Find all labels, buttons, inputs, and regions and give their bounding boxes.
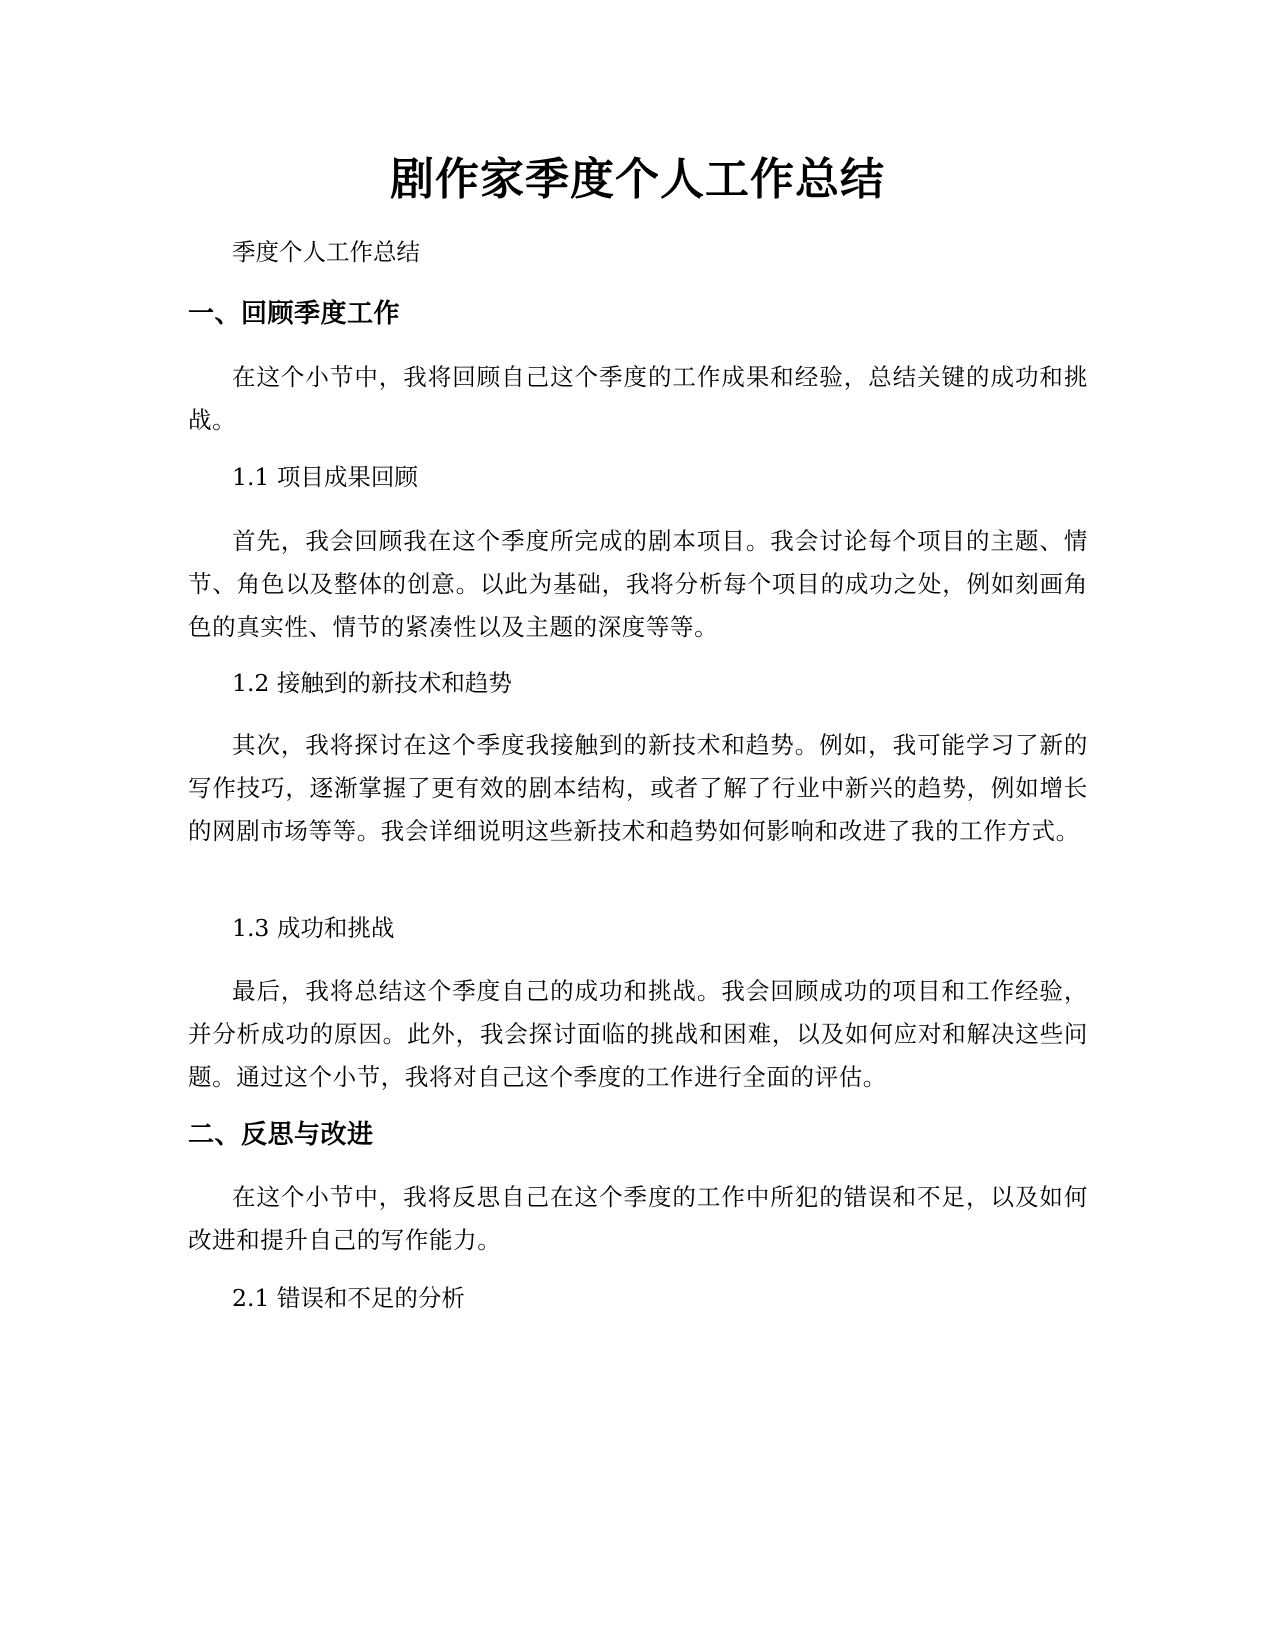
document-title: 剧作家季度个人工作总结 bbox=[390, 154, 885, 205]
subsection-2-1-label: 2.1 错误和不足的分析 bbox=[232, 1284, 465, 1312]
subsection-1-2-text: 其次，我将探讨在这个季度我接触到的新技术和趋势。例如，我可能学习了新的写作技巧，逐渐掌握了更有效的剧本结构，或者了解了行业中新兴的趋势，例如增长的网剧市场等等。我会详细说明这些新技术和趋势如何影响和改进了我的工作方式。 bbox=[188, 731, 1088, 845]
section-1-intro: 在这个小节中，我将回顾自己这个季度的工作成果和经验，总结关键的成功和挑战。 bbox=[188, 363, 1088, 434]
subsection-1-1-label: 1.1 项目成果回顾 bbox=[232, 463, 418, 491]
subsection-1-1-text: 首先，我会回顾我在这个季度所完成的剧本项目。我会讨论每个项目的主题、情节、角色以及整体的创意。以此为基础，我将分析每个项目的成功之处，例如刻画角色的真实性、情节的紧凑性以及主题的深度等等。 bbox=[188, 527, 1088, 641]
section-2-intro: 在这个小节中，我将反思自己在这个季度的工作中所犯的错误和不足，以及如何改进和提升自己的写作能力。 bbox=[188, 1183, 1088, 1254]
subsection-1-2-label: 1.2 接触到的新技术和趋势 bbox=[232, 669, 512, 697]
document-subtitle: 季度个人工作总结 bbox=[232, 238, 420, 266]
section-2-heading: 二、反思与改进 bbox=[188, 1120, 374, 1150]
subsection-1-3-text: 最后，我将总结这个季度自己的成功和挑战。我会回顾成功的项目和工作经验，并分析成功的原因。此外，我会探讨面临的挑战和困难，以及如何应对和解决这些问题。通过这个小节，我将对自己这个季度的工作进行全面的评估。 bbox=[188, 977, 1088, 1091]
subsection-1-3-label: 1.3 成功和挑战 bbox=[232, 914, 395, 942]
section-1-heading: 一、回顾季度工作 bbox=[188, 299, 401, 329]
